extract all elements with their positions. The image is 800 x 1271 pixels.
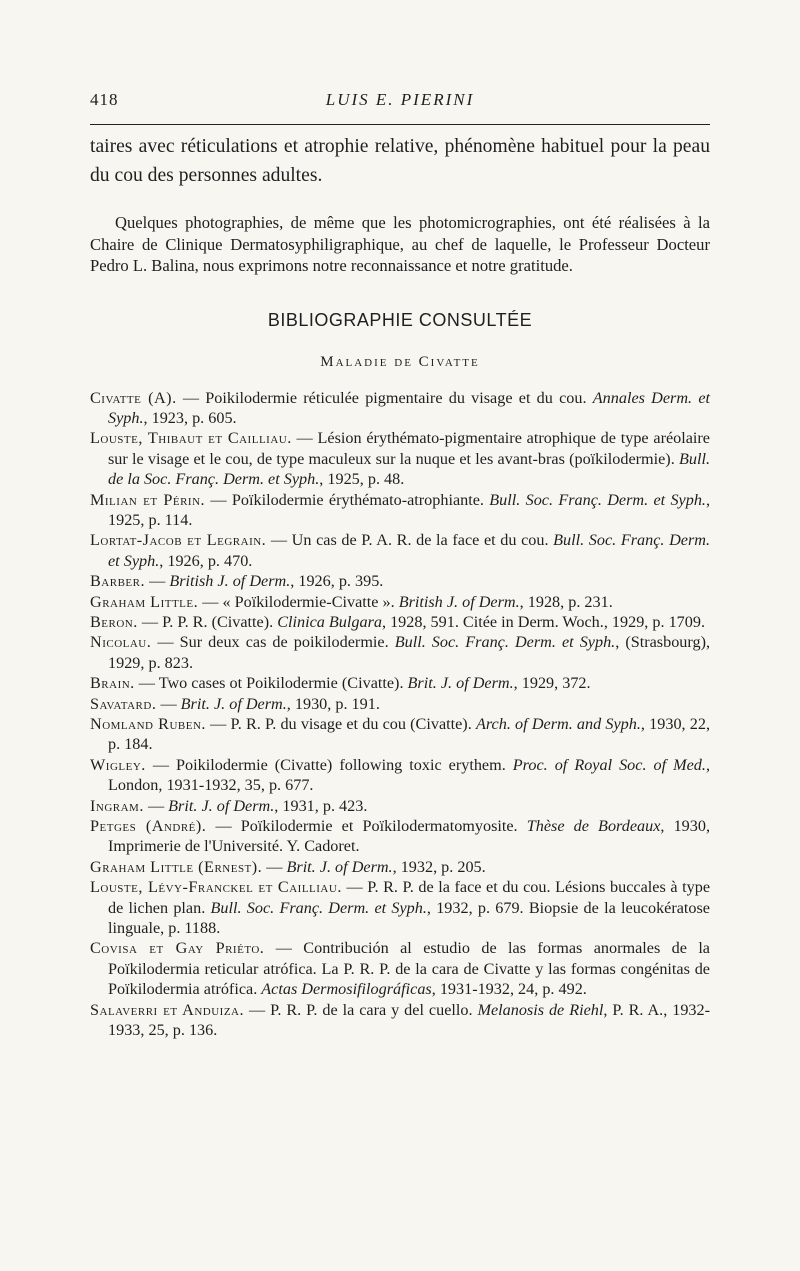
page-number: 418 [90, 90, 119, 109]
entry-author: Wigley. [90, 755, 146, 774]
entry-text: — Sur deux cas de poikilodermie. [151, 633, 395, 652]
entry-source: Clinica Bulgara [277, 612, 382, 631]
entry-details: , 1923, p. 605. [143, 408, 237, 427]
entry-details: , 1925, p. 48. [319, 470, 405, 489]
entry-author: Nomland Ruben. [90, 715, 206, 733]
entry-text: — P. R. P. du visage et du cou (Civatte). [205, 715, 476, 733]
bibliography-entry [90, 796, 710, 816]
bibliography-title: BIBLIOGRAPHIE CONSULTÉE [267, 309, 533, 330]
entry-details: , 1931-1932, 24, p. 492. [431, 980, 587, 999]
bibliography-entry [90, 490, 710, 531]
entry-details: , 1926, p. 470. [159, 551, 253, 570]
entry-source: Brit. J. of Derm. [168, 796, 275, 815]
entry-details: , London, 1931-1932, 35, p. 677. [108, 755, 710, 795]
entry-details: , 1925, p. 114. [108, 490, 711, 529]
entry-text: — P. P. R. (Civatte). [137, 612, 278, 631]
entry-text: — « Poïkilodermie-Civatte ». [198, 592, 399, 611]
entry-source: Proc. of Royal Soc. of Med. [512, 755, 706, 774]
entry-author: Barber. [90, 572, 146, 591]
bibliography-entry [90, 857, 710, 877]
entry-source: Bull. Soc. Franç. Derm. et Syph. [489, 490, 706, 509]
entry-details: , 1928, p. 231. [519, 592, 613, 611]
entry-author: Salaverri et Anduiza. [90, 1000, 245, 1019]
bibliography-entry [90, 571, 710, 591]
entry-details: , P. R. A., 1932-1933, 25, p. 136. [108, 1000, 710, 1040]
entry-source: Actas Dermosifilográficas [261, 980, 432, 999]
acknowledgement-paragraph: Quelques photographies, de même que les photomicrographies, ont été réalisées à la Chaire de Clinique Dermatosyphiligraphique, au chef de laquelle, le Professeur Docteur Pedro L. Balina, nous exprimons notre reconnaissance et notre gratitude. [90, 213, 710, 275]
entry-text: — Un cas de P. A. R. de la face et du cou. [266, 531, 554, 550]
entry-author: Louste, Lévy-Franckel et Cailliau. [90, 878, 342, 897]
entry-author: Milian et Périn. [90, 490, 206, 509]
entry-details: , 1930, p. 191. [286, 694, 380, 713]
entry-details: , 1929, 372. [513, 674, 591, 693]
bibliography-entry [90, 428, 710, 489]
bibliography-entry [90, 388, 710, 429]
entry-author: Civatte (A). [90, 388, 177, 407]
entry-source: Brit. J. of Derm. [286, 857, 393, 876]
bibliography-entry [90, 530, 710, 571]
entry-author: Petges (André). [90, 817, 207, 836]
entry-author: Covisa et Gay Priéto. [90, 939, 265, 958]
entry-details: , 1930, 22, p. 184. [108, 715, 711, 754]
entry-details: , (Strasbourg), 1929, p. 823. [108, 633, 711, 672]
entry-details: , 1926, p. 395. [290, 572, 384, 591]
entry-text: — [143, 796, 169, 815]
entry-author: Graham Little (Ernest). [90, 857, 263, 876]
entry-source: Melanosis de Riehl [477, 1000, 604, 1019]
entry-author: Nicolau. [90, 633, 152, 652]
entry-text: — [156, 694, 181, 713]
bibliography-entry [90, 877, 710, 938]
page-content [90, 132, 710, 1041]
bibliography-entry [90, 612, 710, 632]
lead-paragraph: taires avec réticulations et atrophie relative, phénomène habituel pour la peau du cou des personnes adultes. [90, 136, 710, 186]
bibliography-entry [90, 592, 710, 612]
entry-source: British J. of Derm. [398, 592, 520, 611]
entry-text: — Poikilodermie (Civatte) following toxic erythem. [145, 755, 513, 774]
entry-details: , 1928, 591. Citée in Derm. Woch., 1929, p. 1709. [381, 612, 705, 631]
entry-text: — [145, 572, 170, 591]
entry-source: Annales Derm. et Syph. [108, 388, 711, 427]
entry-text: — P. R. P. de la face et du cou. Lésions buccales à type de lichen plan. [108, 878, 711, 917]
entry-text: — Lésion érythémato-pigmentaire atrophique de type aréolaire sur le visage et le cou, de type maculeux sur la nuque et les avant-bras (poïkilodermie). [108, 429, 710, 468]
entry-source: Arch. of Derm. and Syph. [475, 715, 641, 733]
entry-author: Lortat-Jacob et Legrain. [90, 531, 267, 550]
header-rule [90, 124, 710, 125]
entry-source: Bull. Soc. Franç. Derm. et Syph. [210, 898, 427, 917]
entry-details: , 1932, p. 205. [392, 857, 486, 876]
entry-text: — Two cases ot Poikilodermie (Civatte). [134, 674, 408, 693]
entry-author: Beron. [90, 612, 138, 631]
bibliography-entry [90, 694, 710, 714]
entry-source: Bull. Soc. Franç. Derm. et Syph. [394, 633, 616, 652]
entry-text: — Contribución al estudio de las formas anormales de la Poïkilodermia reticular atrófica. La P. R. P. de la cara de Civatte y las formas congénitas de Poïkilodermia atrófica. [108, 939, 710, 999]
entry-source: Bull. Soc. Franç. Derm. et Syph. [108, 531, 710, 570]
bibliography-list [90, 388, 710, 1041]
entry-text: — Poïkilodermie érythémato-atrophiante. [205, 490, 490, 509]
entry-text: — Poikilodermie réticulée pigmentaire du visage et du cou. [176, 388, 593, 407]
entry-author: Ingram. [90, 796, 144, 815]
entry-author: Savatard. [90, 694, 157, 713]
bibliography-entry [90, 673, 710, 693]
running-title: LUIS E. PIERINI [325, 90, 475, 109]
entry-details: , 1930, Imprimerie de l'Université. Y. Cadoret. [108, 817, 710, 856]
entry-source: Thèse de Bordeaux [526, 817, 661, 836]
entry-text: — P. R. P. de la cara y del cuello. [244, 1000, 478, 1019]
entry-details: , 1932, p. 679. Biopsie de la leucokératose linguale, p. 1188. [108, 898, 710, 938]
bibliography-entry [90, 816, 710, 857]
bibliography-entry [90, 632, 710, 673]
entry-author: Graham Little. [90, 592, 199, 611]
entry-text: — [262, 857, 287, 876]
entry-source: British J. of Derm. [169, 572, 291, 591]
bibliography-entry [90, 755, 710, 796]
entry-source: Brit. J. of Derm. [180, 694, 287, 713]
bibliography-entry [90, 1000, 710, 1041]
bibliography-entry [90, 714, 710, 755]
entry-source: Bull. de la Soc. Franç. Derm. et Syph. [108, 449, 710, 489]
bibliography-entry [90, 938, 710, 999]
bibliography-subtitle: Maladie de Civatte [320, 353, 480, 370]
entry-author: Louste, Thibaut et Cailliau. [90, 429, 292, 448]
entry-text: — Poïkilodermie et Poïkilodermatomyosite. [206, 817, 527, 836]
entry-source: Brit. J. of Derm. [407, 674, 514, 693]
entry-author: Brain. [90, 674, 135, 693]
entry-details: , 1931, p. 423. [274, 796, 368, 815]
